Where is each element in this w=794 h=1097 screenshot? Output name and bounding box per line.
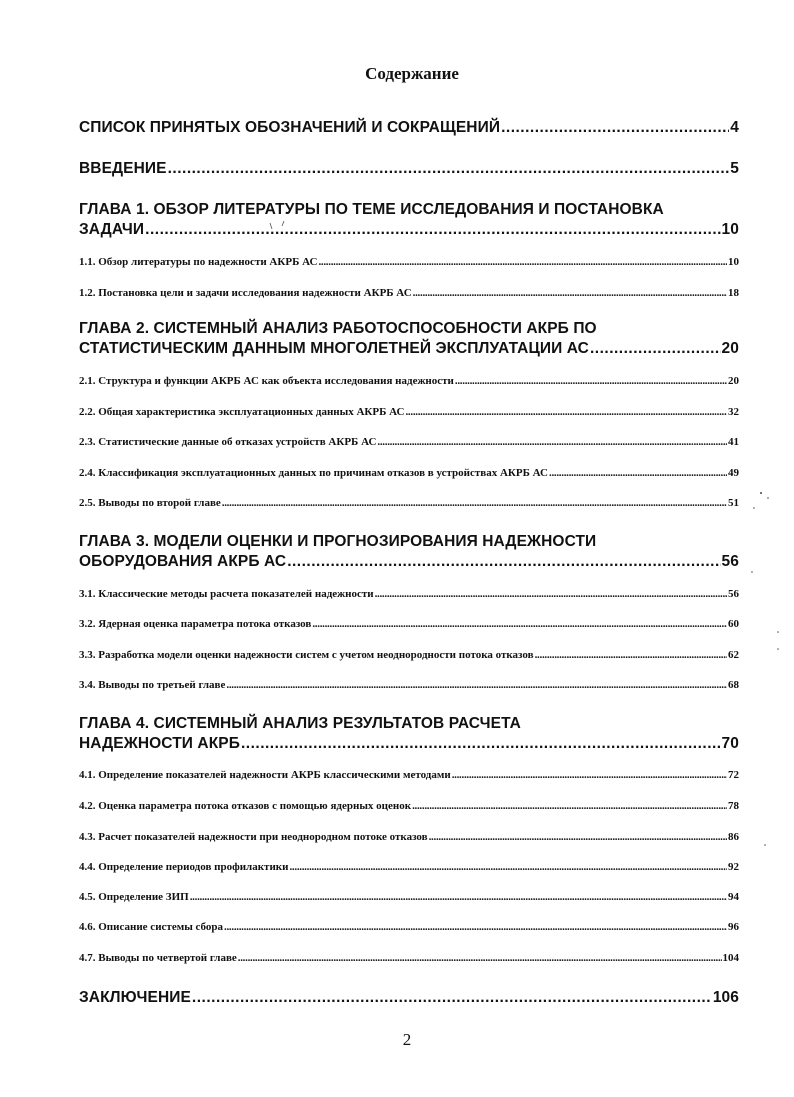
toc-section-title: 3.1. Классические методы расчета показателей надежности — [79, 588, 374, 600]
dot-leader — [226, 678, 727, 692]
toc-entry-section-2-4[interactable] — [79, 466, 739, 480]
toc-page-number: 20 — [721, 340, 739, 357]
toc-entry-section-4-1[interactable] — [79, 768, 739, 782]
toc-entry-chapter-4[interactable] — [79, 714, 739, 754]
dot-leader — [224, 920, 727, 934]
dot-leader — [287, 552, 720, 572]
toc-entry-abbreviations[interactable] — [79, 118, 739, 138]
dot-leader — [413, 286, 727, 300]
toc-section-title: 4.7. Выводы по четвертой главе — [79, 952, 237, 964]
toc-entry-title-line2: НАДЕЖНОСТИ АКРБ — [79, 735, 240, 752]
dot-leader — [535, 648, 727, 662]
toc-section-title: 3.4. Выводы по третьей главе — [79, 679, 226, 691]
dot-leader — [429, 830, 727, 844]
toc-entry-title: ЗАКЛЮЧЕНИЕ — [79, 989, 191, 1006]
dot-leader — [377, 435, 727, 449]
toc-page-number: 94 — [728, 891, 739, 903]
toc-section-title: 2.2. Общая характеристика эксплуатационных данных АКРБ АС — [79, 406, 405, 418]
toc-section-title: 4.5. Определение ЗИП — [79, 891, 189, 903]
dot-leader — [190, 890, 727, 904]
toc-page-number: 41 — [728, 436, 739, 448]
dot-leader — [455, 374, 727, 388]
toc-entry-section-3-1[interactable] — [79, 587, 739, 601]
toc-entry-section-2-5[interactable] — [79, 496, 739, 510]
toc-page-number: 72 — [728, 769, 739, 781]
toc-entry-section-4-5[interactable] — [79, 890, 739, 904]
dot-leader — [145, 220, 720, 240]
dot-leader — [412, 799, 727, 813]
toc-section-title: 2.5. Выводы по второй главе — [79, 497, 221, 509]
dot-leader — [238, 951, 722, 965]
toc-entry-title: СПИСОК ПРИНЯТЫХ ОБОЗНАЧЕНИЙ И СОКРАЩЕНИЙ — [79, 119, 501, 136]
toc-section-title: 4.3. Расчет показателей надежности при неоднородном потоке отказов — [79, 831, 428, 843]
dot-leader — [222, 496, 727, 510]
toc-section-title: 2.1. Структура и функции АКРБ АС как объекта исследования надежности — [79, 375, 454, 387]
toc-entry-section-3-2[interactable] — [79, 617, 739, 631]
toc-entry-title-line1: ГЛАВА 1. ОБЗОР ЛИТЕРАТУРЫ ПО ТЕМЕ ИССЛЕДОВАНИЯ И ПОСТАНОВКА — [79, 201, 664, 218]
toc-entry-chapter-2[interactable] — [79, 319, 739, 359]
toc-entry-title-line1: ГЛАВА 3. МОДЕЛИ ОЦЕНКИ И ПРОГНОЗИРОВАНИЯ НАДЕЖНОСТИ — [79, 533, 597, 550]
dot-leader — [549, 466, 727, 480]
toc-entry-section-3-4[interactable] — [79, 678, 739, 692]
toc-entry-title-line2: СТАТИСТИЧЕСКИМ ДАННЫМ МНОГОЛЕТНЕЙ ЭКСПЛУАТАЦИИ АС — [79, 340, 589, 357]
toc-page-number: 10 — [728, 256, 739, 268]
toc-page-number: 92 — [728, 861, 739, 873]
toc-section-title: 3.3. Разработка модели оценки надежности систем с учетом неоднородности потока отказов — [79, 649, 534, 661]
dot-leader — [318, 255, 727, 269]
toc-entry-chapter-3[interactable] — [79, 532, 739, 572]
toc-entry-section-2-2[interactable] — [79, 405, 739, 419]
toc-entry-section-2-1[interactable] — [79, 374, 739, 388]
toc-entry-section-4-2[interactable] — [79, 799, 739, 813]
toc-page-number: 20 — [728, 375, 739, 387]
toc-entry-title-line2: ОБОРУДОВАНИЯ АКРБ АС — [79, 553, 287, 570]
page-number: 2 — [402, 1030, 412, 1049]
toc-section-title: 2.3. Статистические данные об отказах устройств АКРБ АС — [79, 436, 377, 448]
toc-section-title: 1.2. Постановка цели и задачи исследования надежности АКРБ АС — [79, 287, 412, 299]
toc-page-number: 86 — [728, 831, 739, 843]
toc-section-title: 4.2. Оценка параметра потока отказов с помощью ядерных оценок — [79, 800, 412, 812]
dot-leader — [375, 587, 727, 601]
toc-page-number: 62 — [728, 649, 739, 661]
toc-page-number: 10 — [721, 221, 739, 238]
toc-section-title: 4.1. Определение показателей надежности АКРБ классическими методами — [79, 769, 451, 781]
dot-leader — [289, 860, 727, 874]
toc-entry-section-4-3[interactable] — [79, 830, 739, 844]
toc-entry-title: ВВЕДЕНИЕ — [79, 160, 167, 177]
toc-section-title: 2.4. Классификация эксплуатационных данных по причинам отказов в устройствах АКРБ АС — [79, 467, 548, 479]
toc-page-number: 104 — [722, 952, 739, 964]
dot-leader — [501, 118, 729, 138]
toc-page-number: 4 — [730, 119, 739, 136]
toc-page-number: 68 — [728, 679, 739, 691]
dot-leader — [590, 339, 721, 359]
toc-page-number: 5 — [730, 160, 739, 177]
toc-page-number: 56 — [728, 588, 739, 600]
toc-entry-chapter-1[interactable] — [79, 200, 739, 240]
dot-leader — [192, 988, 712, 1008]
toc-page-number: 56 — [721, 553, 739, 570]
toc-page-number: 32 — [728, 406, 739, 418]
toc-entry-title-line2: ЗАДАЧИ — [79, 221, 145, 238]
toc-page-number: 96 — [728, 921, 739, 933]
toc-section-title: 3.2. Ядерная оценка параметра потока отказов — [79, 618, 312, 630]
toc-entry-section-3-3[interactable] — [79, 648, 739, 662]
toc-entry-section-4-6[interactable] — [79, 920, 739, 934]
dot-leader — [405, 405, 727, 419]
dot-leader — [241, 734, 721, 754]
toc-page-number: 18 — [728, 287, 739, 299]
toc-page-number: 51 — [728, 497, 739, 509]
toc-entry-section-1-2[interactable] — [79, 286, 739, 300]
toc-entry-section-2-3[interactable] — [79, 435, 739, 449]
toc-entry-section-1-1[interactable] — [79, 255, 739, 269]
page-title: Содержание — [365, 64, 459, 83]
toc-entry-title-line1: ГЛАВА 4. СИСТЕМНЫЙ АНАЛИЗ РЕЗУЛЬТАТОВ РАСЧЕТА — [79, 715, 521, 732]
toc-entry-introduction[interactable] — [79, 159, 739, 179]
toc-page-number: 78 — [728, 800, 739, 812]
toc-entry-conclusion[interactable] — [79, 988, 739, 1008]
dot-leader — [452, 768, 727, 782]
toc-entry-section-4-7[interactable] — [79, 951, 739, 965]
toc-section-title: 1.1. Обзор литературы по надежности АКРБ АС — [79, 256, 318, 268]
toc-page-number: 60 — [728, 618, 739, 630]
toc-section-title: 4.4. Определение периодов профилактики — [79, 861, 289, 873]
toc-entry-title-line1: ГЛАВА 2. СИСТЕМНЫЙ АНАЛИЗ РАБОТОСПОСОБНОСТИ АКРБ ПО — [79, 320, 597, 337]
toc-page-number: 49 — [728, 467, 739, 479]
dot-leader — [312, 617, 727, 631]
toc-page-number: 106 — [712, 989, 739, 1006]
dot-leader — [168, 159, 730, 179]
toc-page-number: 70 — [721, 735, 739, 752]
toc-section-title: 4.6. Описание системы сбора — [79, 921, 224, 933]
toc-entry-section-4-4[interactable] — [79, 860, 739, 874]
